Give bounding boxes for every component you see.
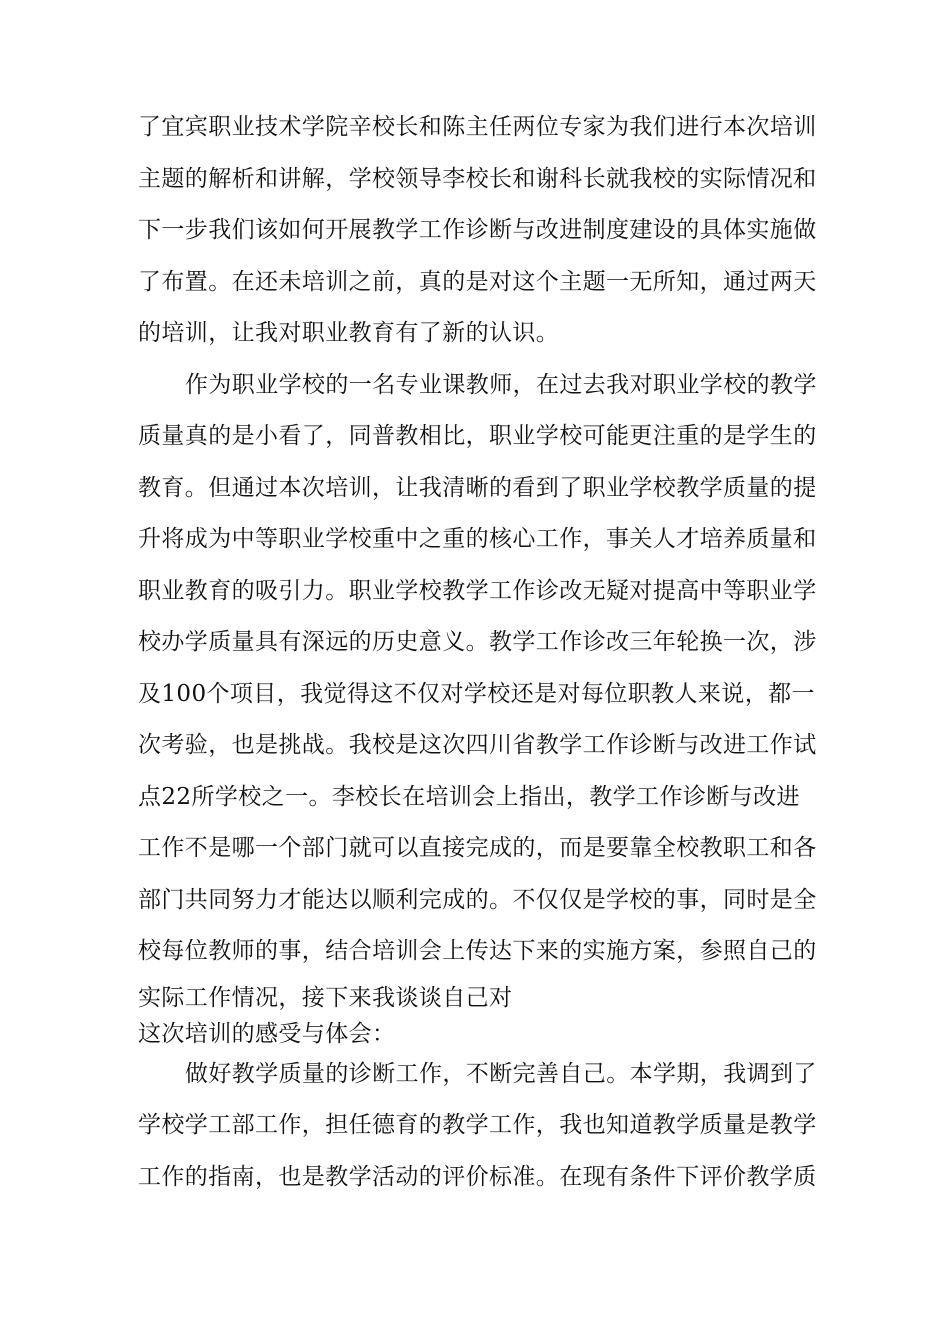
text-line: 下一步我们该如何开展教学工作诊断与改进制度建设的具体实施做 — [138, 217, 817, 243]
text-line: 工作不是哪一个部门就可以直接完成的，而是要靠全校教职工和各 — [138, 835, 817, 861]
text-line: 了宜宾职业技术学院辛校长和陈主任两位专家为我们进行本次培训 — [138, 114, 817, 140]
text-line: 点22所学校之一。李校长在培训会上指出，教学工作诊断与改进 — [138, 784, 800, 810]
text-line: 主题的解析和讲解，学校领导李校长和谢科长就我校的实际情况和 — [138, 166, 817, 192]
text-line: 升将成为中等职业学校重中之重的核心工作，事关人才培养质量和 — [138, 526, 817, 552]
text-line: 质量真的是小看了，同普教相比，职业学校可能更注重的是学生的 — [138, 423, 817, 449]
text-line: 部门共同努力才能达以顺利完成的。不仅仅是学校的事，同时是全 — [138, 887, 817, 913]
text-line: 校办学质量具有深远的历史意义。教学工作诊改三年轮换一次，涉 — [138, 629, 817, 655]
text-line: 教育。但通过本次培训，让我清晰的看到了职业学校教学质量的提 — [138, 475, 817, 501]
text-line: 工作的指南，也是教学活动的评价标准。在现有条件下评价教学质 — [138, 1164, 817, 1190]
text-line: 作为职业学校的一名专业课教师，在过去我对职业学校的教学 — [185, 372, 817, 398]
text-line: 这次培训的感受与体会： — [138, 1021, 396, 1047]
text-line: 学校学工部工作，担任德育的教学工作，我也知道教学质量是教学 — [138, 1112, 817, 1138]
text-line: 及100个项目，我觉得这不仅对学校还是对每位职教人来说，都一 — [138, 681, 815, 707]
text-line: 职业教育的吸引力。职业学校教学工作诊改无疑对提高中等职业学 — [138, 578, 817, 604]
text-line: 做好教学质量的诊断工作，不断完善自己。本学期，我调到了 — [185, 1061, 817, 1087]
text-line: 的培训，让我对职业教育有了新的认识。 — [138, 320, 560, 346]
text-line: 了布置。在还未培训之前，真的是对这个主题一无所知，通过两天 — [138, 269, 817, 295]
text-line: 次考验，也是挑战。我校是这次四川省教学工作诊断与改进工作试 — [138, 732, 817, 758]
text-line: 实际工作情况，接下来我谈谈自己对 — [138, 985, 513, 1011]
text-line: 校每位教师的事，结合培训会上传达下来的实施方案，参照自己的 — [138, 938, 817, 964]
